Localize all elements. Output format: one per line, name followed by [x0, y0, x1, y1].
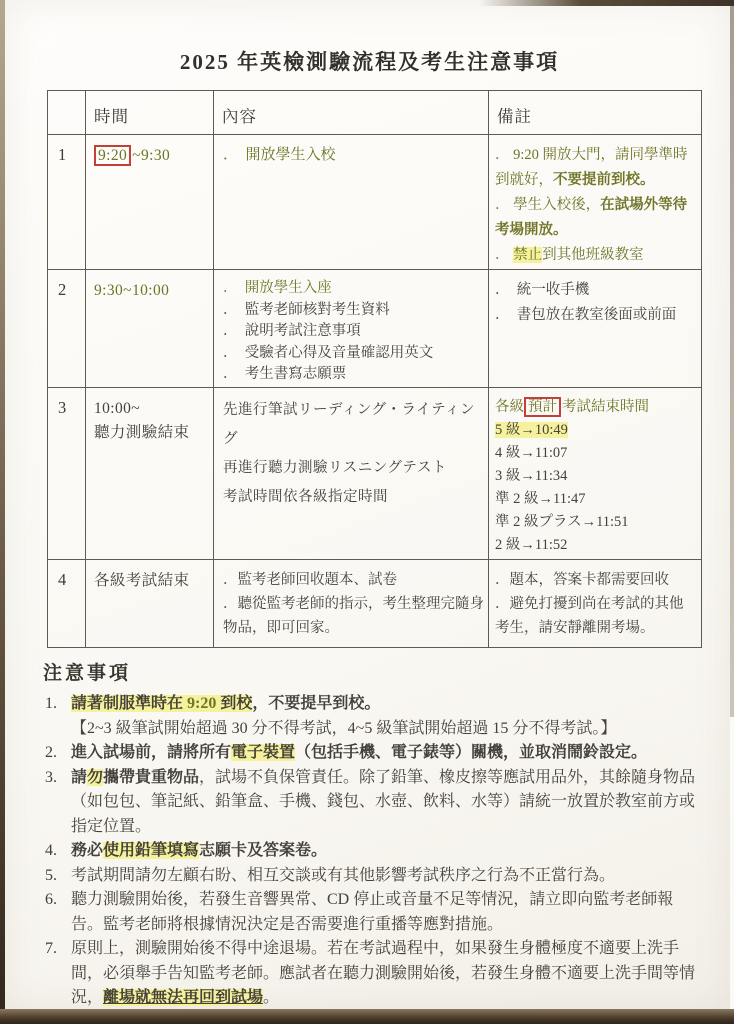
text-segment: 務必	[71, 842, 104, 859]
notes-title: 注意事項	[43, 663, 132, 684]
text-segment: 先進行筆試リーディング・ライティング	[223, 402, 475, 447]
note-number: 5.	[45, 866, 57, 884]
text-segment: 4 級→11:07	[495, 445, 568, 461]
note-paragraph	[71, 888, 700, 937]
content-cell-line	[223, 483, 484, 512]
text-segment: ． 統一收手機	[495, 282, 590, 298]
text-segment: 原則上，測驗開始後不得中途退場。若在考試過程中，如果發生身體極度不適要上洗手間，必須舉手告知監考老師。應試者在聽力測驗開始後，若發生身體不適要上洗手間等情況，	[71, 940, 696, 1006]
remark-cell	[489, 135, 702, 270]
scanned-page	[5, 0, 730, 1010]
note-paragraph	[71, 864, 700, 889]
remark-cell-line	[495, 419, 697, 442]
remark-cell	[489, 560, 702, 648]
text-segment: ，試場不負保管責任。除了鉛筆、橡皮擦等應試用品外，其餘隨身物品（如包包、筆記紙、鉛筆盒、手機、錢包、水壺、飲料、水等）請統一放置於教室前方或指定位置。	[71, 768, 696, 835]
text-segment: 聽力測驗結束	[94, 424, 190, 441]
note-number: 2.	[45, 744, 57, 761]
content-cell-line	[223, 454, 484, 483]
row-number: 1	[48, 135, 86, 270]
row-number: 3	[48, 388, 86, 560]
note-number: 7.	[45, 940, 57, 957]
text-segment: 電子裝置	[231, 744, 296, 761]
text-segment: 【2~3 級筆試開始超過 30 分不得考試，4~5 級筆試開始超過 15 分不得考試。】	[71, 719, 617, 737]
photo-edge-right	[730, 0, 734, 717]
content-cell-line	[223, 592, 484, 640]
text-segment: ．避免打擾到尚在考試的其他考生，請安靜離開考場。	[495, 596, 684, 636]
content-cell-line	[223, 364, 484, 386]
schedule-table	[47, 90, 702, 648]
time-cell-line	[94, 569, 211, 593]
text-segment: ． 學生入校後，	[495, 197, 601, 213]
text-segment: ．題本，答案卡都需要回收	[495, 572, 669, 588]
text-segment: 禁止	[513, 247, 543, 263]
text-segment: 不要提前到校。	[553, 172, 655, 188]
text-segment: 勿	[87, 768, 104, 786]
remark-cell-line	[495, 592, 697, 640]
text-segment: ． 書包放在教室後面或前面	[495, 307, 677, 323]
text-segment: 請著制服準時在	[71, 695, 188, 712]
row-number: 2	[48, 270, 86, 388]
text-segment: 3 級→11:34	[495, 468, 568, 484]
time-cell	[86, 135, 214, 270]
row-number: 4	[48, 560, 86, 648]
header-blank	[48, 91, 86, 135]
text-segment: 。	[263, 989, 280, 1006]
text-segment: ．	[495, 247, 514, 263]
text-segment: ~9:30	[132, 147, 171, 164]
note-paragraph	[71, 937, 700, 1010]
text-segment: 進入試場前，請將所有	[71, 744, 232, 761]
note-number: 4.	[45, 842, 57, 859]
table-row	[48, 388, 702, 560]
text-segment: （包括手機、電子錶等）關機，並取消鬧鈴設定。	[295, 744, 648, 761]
content-cell-line	[223, 396, 484, 454]
content-cell-line	[223, 343, 484, 365]
header-remark: 備註	[489, 91, 702, 135]
text-segment: 預計	[524, 397, 561, 417]
text-segment: ． 說明考試注意事項	[223, 323, 361, 339]
time-cell	[86, 388, 214, 560]
text-segment: 9:30~10:00	[94, 282, 170, 299]
note-item	[43, 937, 700, 1010]
text-segment: 聽力測驗開始後，若發生音響異常、CD 停止或音量不足等情況，請立即向監考老師報告。監考老師將根據情況決定是否需要進行重播等應對措施。	[71, 891, 674, 933]
content-cell	[214, 388, 489, 560]
text-segment: 到校	[216, 695, 253, 712]
text-segment: ．聽從監考老師的指示，考生整理完隨身物品，即可回家。	[223, 596, 484, 636]
note-item	[43, 864, 700, 889]
time-cell-line	[94, 421, 211, 445]
text-segment: 準 2 級→11:47	[495, 491, 586, 507]
remark-cell-line	[495, 511, 697, 534]
time-cell	[86, 270, 214, 388]
text-segment: 再進行聽力測驗リスニングテスト	[223, 460, 447, 476]
text-segment: 考試時間依各級指定時間	[223, 489, 388, 505]
table-row	[48, 135, 702, 270]
text-segment: 10:00~	[94, 400, 141, 417]
text-segment: ． 受驗者心得及音量確認用英文	[223, 344, 434, 361]
text-segment: 5 級→10:49	[495, 422, 568, 438]
table-row	[48, 560, 702, 648]
text-segment: 考試結束時間	[562, 399, 649, 415]
text-segment: 考試期間請勿左顧右盼、相互交談或有其他影響考試秩序之行為不正當行為。	[71, 866, 616, 884]
time-cell-line	[94, 397, 211, 421]
content-cell	[214, 270, 489, 388]
remark-cell-line	[495, 243, 697, 268]
note-paragraph	[71, 766, 700, 840]
note-item	[43, 692, 700, 741]
note-number: 3.	[45, 768, 57, 786]
text-segment: ． 開放學生入校	[223, 147, 336, 163]
text-segment: 到其他班級教室	[542, 247, 644, 263]
remark-cell	[489, 388, 702, 560]
photo-edge-left	[0, 0, 5, 1024]
text-segment: 志願卡及答案卷。	[199, 842, 328, 859]
time-cell-line	[94, 144, 211, 168]
table-header-row	[48, 91, 702, 135]
remark-cell-line	[495, 465, 697, 488]
content-cell-line	[223, 278, 484, 300]
text-segment: 不要提早到校。	[268, 695, 381, 712]
notes-list	[43, 692, 700, 1010]
page-title: 2025 年英檢測驗流程及考生注意事項	[179, 50, 560, 74]
text-segment: ，	[252, 695, 269, 712]
text-segment: 請	[71, 768, 88, 786]
text-segment: 使用鉛筆填寫	[103, 842, 200, 859]
notes-section	[43, 658, 700, 1010]
remark-cell-line	[495, 488, 697, 511]
content-cell-line	[223, 321, 484, 343]
note-paragraph	[71, 741, 700, 766]
photo-edge-top	[479, 0, 734, 6]
text-segment: 準 2 級プラス→11:51	[495, 514, 629, 530]
header-time: 時間	[86, 91, 214, 135]
remark-cell-line	[495, 396, 697, 419]
remark-cell	[489, 270, 702, 388]
table-row	[48, 270, 702, 388]
text-segment: ．監考老師回收題本、試卷	[223, 572, 397, 588]
text-segment: ． 考生書寫志願票	[223, 366, 347, 382]
text-segment: 離場就無法再回到試場	[103, 989, 264, 1006]
text-segment: 在試場外等待考場開放。	[495, 197, 688, 238]
time-cell-line	[94, 279, 211, 303]
remark-cell-line	[495, 193, 697, 243]
photo-edge-bottom	[0, 1009, 734, 1024]
text-segment: ． 監考老師核對考生資料	[223, 301, 390, 318]
text-segment: ． 9:20 開放大門，請同學準時到就好，	[495, 147, 688, 188]
remark-cell-line	[495, 303, 697, 328]
text-segment: 攜帶貴重物品	[103, 768, 200, 786]
note-paragraph	[71, 692, 700, 717]
time-cell	[86, 560, 214, 648]
text-segment: 各級考試結束	[94, 572, 190, 589]
header-content: 內容	[214, 91, 489, 135]
content-cell	[214, 560, 489, 648]
note-number: 1.	[45, 695, 57, 712]
note-paragraph	[71, 717, 700, 742]
note-item	[43, 741, 700, 766]
remark-cell-line	[495, 278, 697, 303]
remark-cell-line	[495, 442, 697, 465]
note-number: 6.	[45, 891, 57, 908]
note-item	[43, 839, 700, 864]
text-segment: 2 級→11:52	[495, 537, 568, 553]
text-segment: 9:20	[187, 695, 217, 712]
content-cell-line	[223, 300, 484, 322]
note-item	[43, 766, 700, 840]
text-segment: ． 開放學生入座	[223, 280, 332, 296]
remark-cell-line	[495, 568, 697, 592]
text-segment: 各級	[495, 399, 524, 415]
remark-cell-line	[495, 143, 697, 193]
note-paragraph	[71, 839, 700, 864]
remark-cell-line	[495, 534, 697, 557]
content-cell-line	[223, 568, 484, 592]
content-cell-line	[223, 143, 484, 167]
content-cell	[214, 135, 489, 270]
note-item	[43, 888, 700, 937]
text-segment: 9:20	[94, 145, 131, 166]
